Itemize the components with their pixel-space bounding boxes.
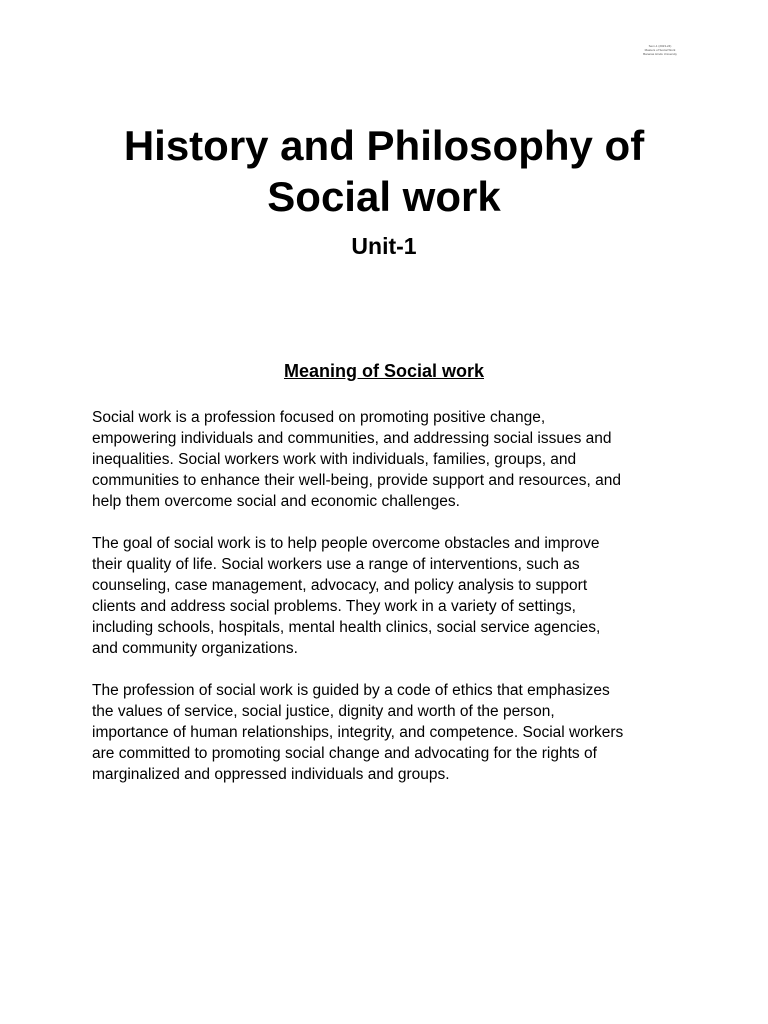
text-line: Social work is a profession focused on promoting positive change, [92,409,546,426]
text-line: their quality of life. Social workers use a range of interventions, such as [92,556,580,573]
text-line: empowering individuals and communities, and addressing social issues and [92,430,612,447]
text-line: communities to enhance their well-being, provide support and resources, and [92,472,622,489]
document-body [92,407,682,806]
section-heading: Meaning of Social work [283,361,485,381]
header-note-line: Banaras Hindu University [643,52,677,56]
text-line: clients and address social problems. They work in a variety of settings, [92,598,576,615]
text-line: help them overcome social and economic challenges. [92,493,460,510]
paragraph [92,533,682,659]
header-note-line: Sem-1 (2023-24) [648,44,672,48]
text-line: counseling, case management, advocacy, and policy analysis to support [92,577,588,594]
text-line: including schools, hospitals, mental health clinics, social service agencies, [92,619,601,636]
text-line: importance of human relationships, integrity, and competence. Social workers [92,724,624,741]
document-title-line: Social work [267,173,501,220]
text-line: and community organizations. [92,640,298,657]
paragraph [92,407,682,512]
text-line: marginalized and oppressed individuals and groups. [92,766,450,783]
document-title [0,120,768,222]
header-note [600,44,720,56]
unit-label: Unit-1 [351,233,417,259]
text-line: are committed to promoting social change and advocating for the rights of [92,745,597,762]
text-line: inequalities. Social workers work with individuals, families, groups, and [92,451,577,468]
text-line: the values of service, social justice, dignity and worth of the person, [92,703,555,720]
header-note-line: Masters of Social Work [644,48,676,52]
text-line: The goal of social work is to help people overcome obstacles and improve [92,535,600,552]
document-title-line: History and Philosophy of [123,122,645,169]
text-line: The profession of social work is guided by a code of ethics that emphasizes [92,682,610,699]
paragraph [92,680,682,785]
